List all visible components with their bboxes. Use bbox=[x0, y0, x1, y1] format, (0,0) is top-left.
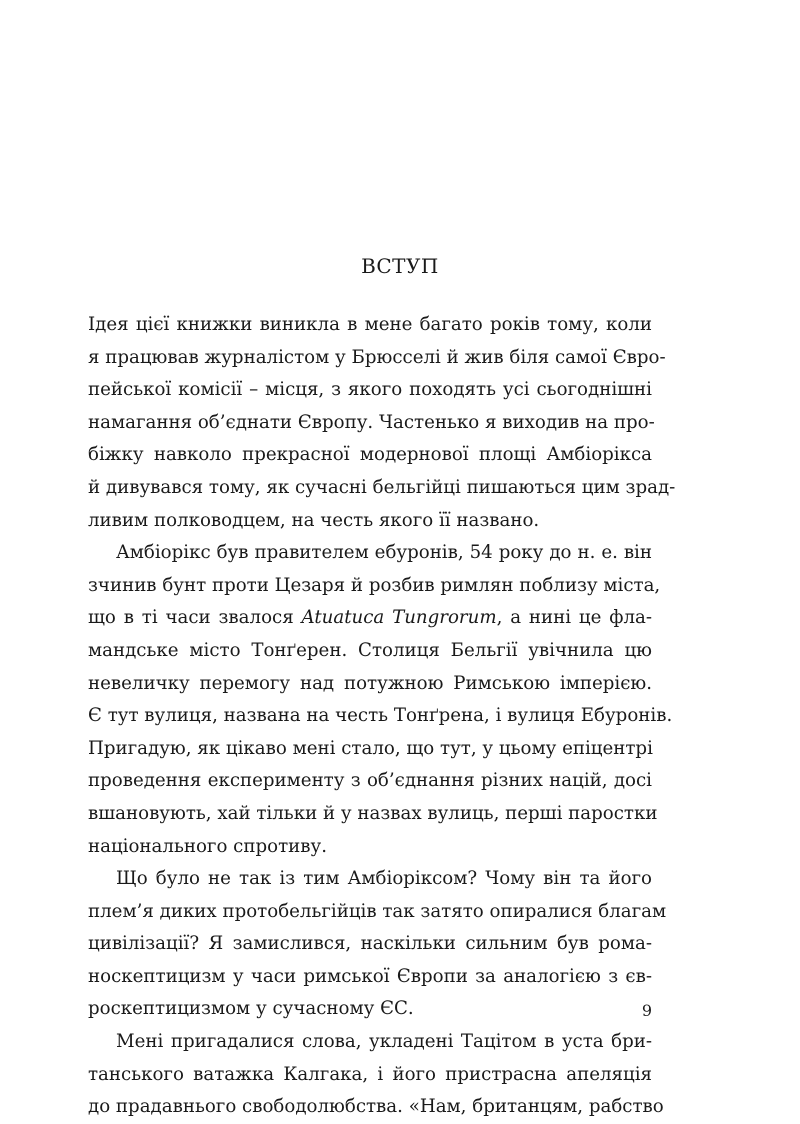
latin-place-name: Atuatuca Tungrorum bbox=[301, 607, 497, 629]
page-number: 9 bbox=[641, 1001, 652, 1020]
text-line: цивілізації? Я замислився, наскільки сильним був рома- bbox=[88, 933, 652, 955]
body-text bbox=[88, 309, 676, 1124]
text-line: роскептицизмом у сучасному ЄС. bbox=[88, 998, 414, 1020]
text-line: мандське місто Тонґерен. Столиця Бельгії увічнила цю bbox=[88, 639, 652, 661]
text-line: намагання об’єднати Європу. Частенько я виходив на про- bbox=[88, 411, 655, 433]
text-line: проведення експерименту з об’єднання різних націй, досі bbox=[88, 770, 652, 792]
text-line: Ідея цієї книжки виникла в мене багато років тому, коли bbox=[88, 314, 652, 335]
chapter-heading: ВСТУП bbox=[361, 254, 439, 278]
text-line: зчинив бунт проти Цезаря й розбив римлян поблизу міста, bbox=[88, 574, 661, 596]
text-line: плем’я диких протобельгійців так затято опиралися благам bbox=[88, 900, 667, 922]
text-line: Що було не так із тим Амбіоріксом? Чому він та його bbox=[116, 868, 652, 890]
text-line: Мені пригадалися слова, укладені Тацітом в уста бри- bbox=[116, 1031, 652, 1053]
text-line: до прадавнього свободолюбства. «Нам, британцям, рабство bbox=[88, 1096, 664, 1118]
text-line: біжку навколо прекрасної модернової площі Амбіорікса bbox=[88, 444, 652, 466]
text-line: Пригадую, як цікаво мені стало, що тут, у цьому епіцентрі bbox=[88, 737, 653, 759]
text-line: національного спротиву. bbox=[88, 835, 327, 857]
text-line: вшановують, хай тільки й у назвах вулиць, перші паростки bbox=[88, 802, 658, 824]
text-line: пейської комісії – місця, з якого походять усі сьогоднішні bbox=[88, 379, 652, 401]
text-line: Є тут вулиця, названа на честь Тонґрена, і вулиця Ебуронів. bbox=[88, 705, 673, 727]
text-line: невеличку перемогу над потужною Римською імперією. bbox=[88, 672, 652, 694]
text-line: ливим полководцем, на честь якого її названо. bbox=[88, 509, 540, 531]
text-fragment: , а нині це фла- bbox=[496, 607, 652, 629]
text-line: я працював журналістом у Брюсселі й жив біля самої Євро- bbox=[88, 346, 666, 368]
text-line: й дивувався тому, як сучасні бельгійці пишаються цим зрад- bbox=[88, 476, 676, 498]
text-line: носкептицизм у часи римської Європи за аналогією з єв- bbox=[88, 965, 652, 987]
text-line: танського ватажка Калгака, і його пристрасна апеляція bbox=[88, 1063, 652, 1085]
text-fragment: що в ті часи звалося bbox=[88, 607, 302, 629]
text-line-with-latin-name bbox=[88, 602, 652, 635]
text-line: Амбіорікс був правителем ебуронів, 54 року до н. е. він bbox=[116, 542, 652, 564]
